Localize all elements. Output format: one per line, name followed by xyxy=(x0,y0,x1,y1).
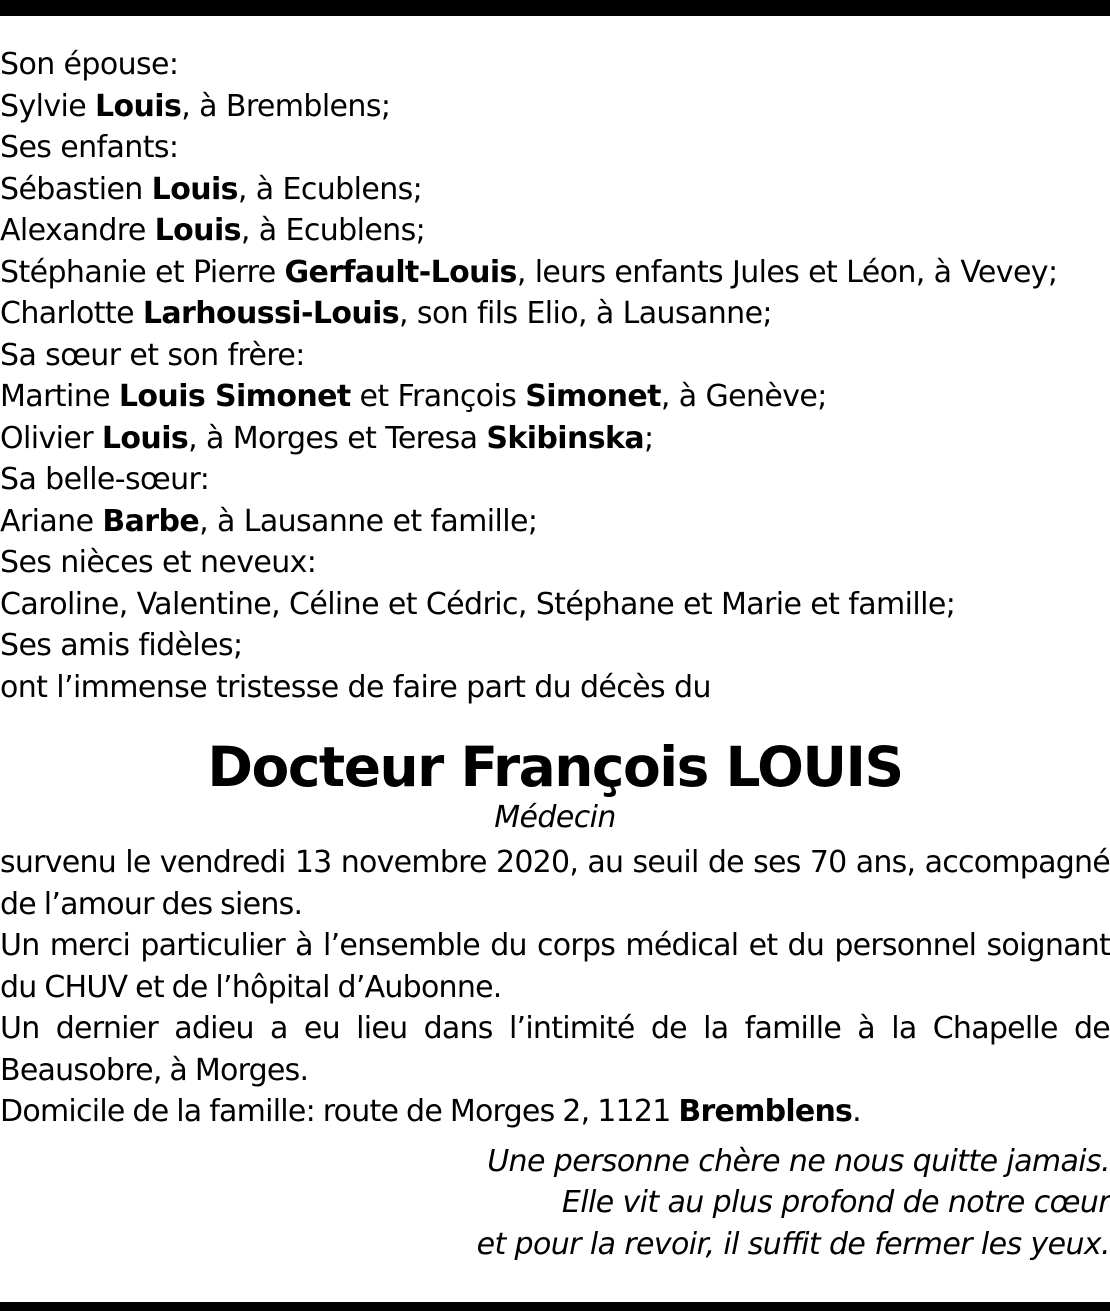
surname: Louis Simonet xyxy=(118,379,351,414)
surname: Larhoussi-Louis xyxy=(142,296,400,331)
family-line: Sébastien Louis, à Ecublens; xyxy=(0,171,423,207)
surname: Simonet xyxy=(525,379,661,414)
thanks-paragraph: Un merci particulier à l’ensemble du corps médical et du personnel soignant du CHUV et de l’hôpital d’Aubonne. xyxy=(0,928,1110,1005)
deceased-profession: Médecin xyxy=(494,800,616,835)
family-list xyxy=(0,44,1110,708)
quote-line: Une personne chère ne nous quitte jamais. xyxy=(487,1143,1110,1179)
family-line: Ses amis fidèles; xyxy=(0,628,243,663)
bottom-border-rule xyxy=(0,1302,1110,1311)
family-line: Ses enfants: xyxy=(0,130,179,165)
surname: Louis xyxy=(95,88,182,124)
deceased-name: Docteur François LOUIS xyxy=(207,735,903,799)
family-line: Son épouse: xyxy=(0,47,179,82)
family-line: Ariane Barbe, à Lausanne et famille; xyxy=(0,503,538,539)
family-line: Sylvie Louis, à Bremblens; xyxy=(0,88,391,124)
closing-quote xyxy=(0,1141,1110,1266)
family-line: Sa sœur et son frère: xyxy=(0,337,305,373)
surname: Skibinska xyxy=(486,420,644,456)
farewell-paragraph: Un dernier adieu a eu lieu dans l’intimité de la famille à la Chapelle de Beausobre, à Morges. xyxy=(0,1011,1110,1088)
family-line: Charlotte Larhoussi-Louis, son fils Elio, à Lausanne; xyxy=(0,296,772,331)
obituary-notice xyxy=(0,44,1110,1265)
top-border-rule xyxy=(0,0,1110,16)
surname: Barbe xyxy=(102,503,200,539)
family-line: ont l’immense tristesse de faire part du décès du xyxy=(0,669,711,705)
surname: Louis xyxy=(101,420,189,456)
family-line: Olivier Louis, à Morges et Teresa Skibinska; xyxy=(0,420,654,456)
quote-line: Elle vit au plus profond de notre cœur xyxy=(561,1185,1110,1220)
family-line: Sa belle-sœur: xyxy=(0,462,210,497)
surname: Louis xyxy=(151,171,238,207)
family-line: Stéphanie et Pierre Gerfault-Louis, leurs enfants Jules et Léon, à Vevey; xyxy=(0,254,1058,290)
family-line: Caroline, Valentine, Céline et Cédric, Stéphane et Marie et famille; xyxy=(0,586,956,622)
family-line: Alexandre Louis, à Ecublens; xyxy=(0,213,426,248)
family-line: Martine Louis Simonet et François Simonet, à Genève; xyxy=(0,379,827,414)
address-paragraph: Domicile de la famille: route de Morges 2, 1121 Bremblens. xyxy=(0,1094,861,1129)
death-notice-paragraph: survenu le vendredi 13 novembre 2020, au seuil de ses 70 ans, accompagné de l’amour des siens. xyxy=(0,845,1110,922)
surname: Louis xyxy=(154,213,241,248)
surname: Gerfault-Louis xyxy=(284,254,517,290)
locality: Bremblens xyxy=(678,1094,853,1129)
quote-line: et pour la revoir, il suffit de fermer les yeux. xyxy=(476,1226,1110,1262)
family-line: Ses nièces et neveux: xyxy=(0,545,317,580)
